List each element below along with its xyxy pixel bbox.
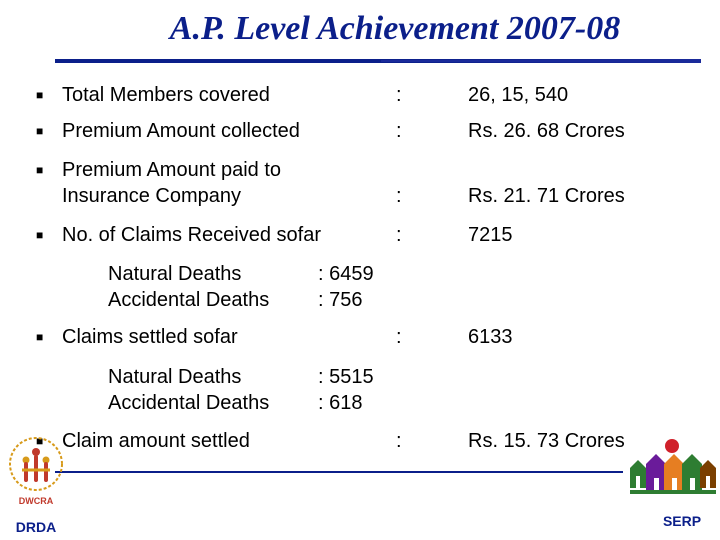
settled-natural-deaths-value: : 5515 — [318, 366, 374, 388]
item-value: Rs. 26. 68 Crores — [468, 120, 625, 142]
item-colon: : — [396, 84, 402, 106]
settled-accidental-deaths-label: Accidental Deaths — [108, 392, 270, 414]
serp-text: SERP — [662, 513, 702, 529]
item-label: Claim amount settled — [62, 430, 250, 452]
item-value: 7215 — [468, 224, 513, 246]
item-value: 6133 — [468, 326, 513, 348]
serp-houses-icon — [630, 439, 716, 494]
settled-accidental-deaths-value: : 618 — [318, 392, 363, 414]
item-value: 26, 15, 540 — [468, 84, 569, 106]
item-label: No. of Claims Received sofar — [62, 224, 321, 246]
item-colon: : — [396, 224, 402, 246]
page-title: A.P. Level Achievement 2007-08 — [169, 10, 621, 47]
received-accidental-deaths-label: Accidental Deaths — [108, 289, 270, 311]
drda-text: DRDA — [15, 519, 57, 535]
item-value: Rs. 15. 73 Crores — [468, 430, 625, 452]
bottom-rule — [55, 471, 623, 473]
item-label: Insurance Company — [62, 185, 241, 207]
bullet-icon: ■ — [36, 330, 44, 344]
title-underline — [55, 59, 701, 63]
dwcra-emblem-icon — [10, 438, 62, 490]
bullet-icon: ■ — [36, 228, 44, 242]
received-accidental-deaths-value: : 756 — [318, 289, 363, 311]
item-value: Rs. 21. 71 Crores — [468, 185, 625, 207]
item-colon: : — [396, 120, 402, 142]
bullet-icon: ■ — [36, 434, 44, 448]
item-colon: : — [396, 430, 402, 452]
serp-logo — [624, 430, 720, 536]
bullet-icon: ■ — [36, 124, 44, 138]
item-label: Premium Amount paid to — [62, 159, 281, 181]
received-natural-deaths-value: : 6459 — [318, 263, 374, 285]
bullet-icon: ■ — [36, 163, 44, 177]
item-colon: : — [396, 185, 402, 207]
received-natural-deaths-label: Natural Deaths — [108, 263, 242, 285]
settled-natural-deaths-label: Natural Deaths — [108, 366, 242, 388]
item-label: Total Members covered — [62, 84, 270, 106]
item-label: Claims settled sofar — [62, 326, 238, 348]
item-colon: : — [396, 326, 402, 348]
dwcra-badge-text: DWCRA — [18, 496, 54, 506]
bullet-icon: ■ — [36, 88, 44, 102]
dwcra-drda-logo — [4, 430, 68, 536]
item-label: Premium Amount collected — [62, 120, 300, 142]
